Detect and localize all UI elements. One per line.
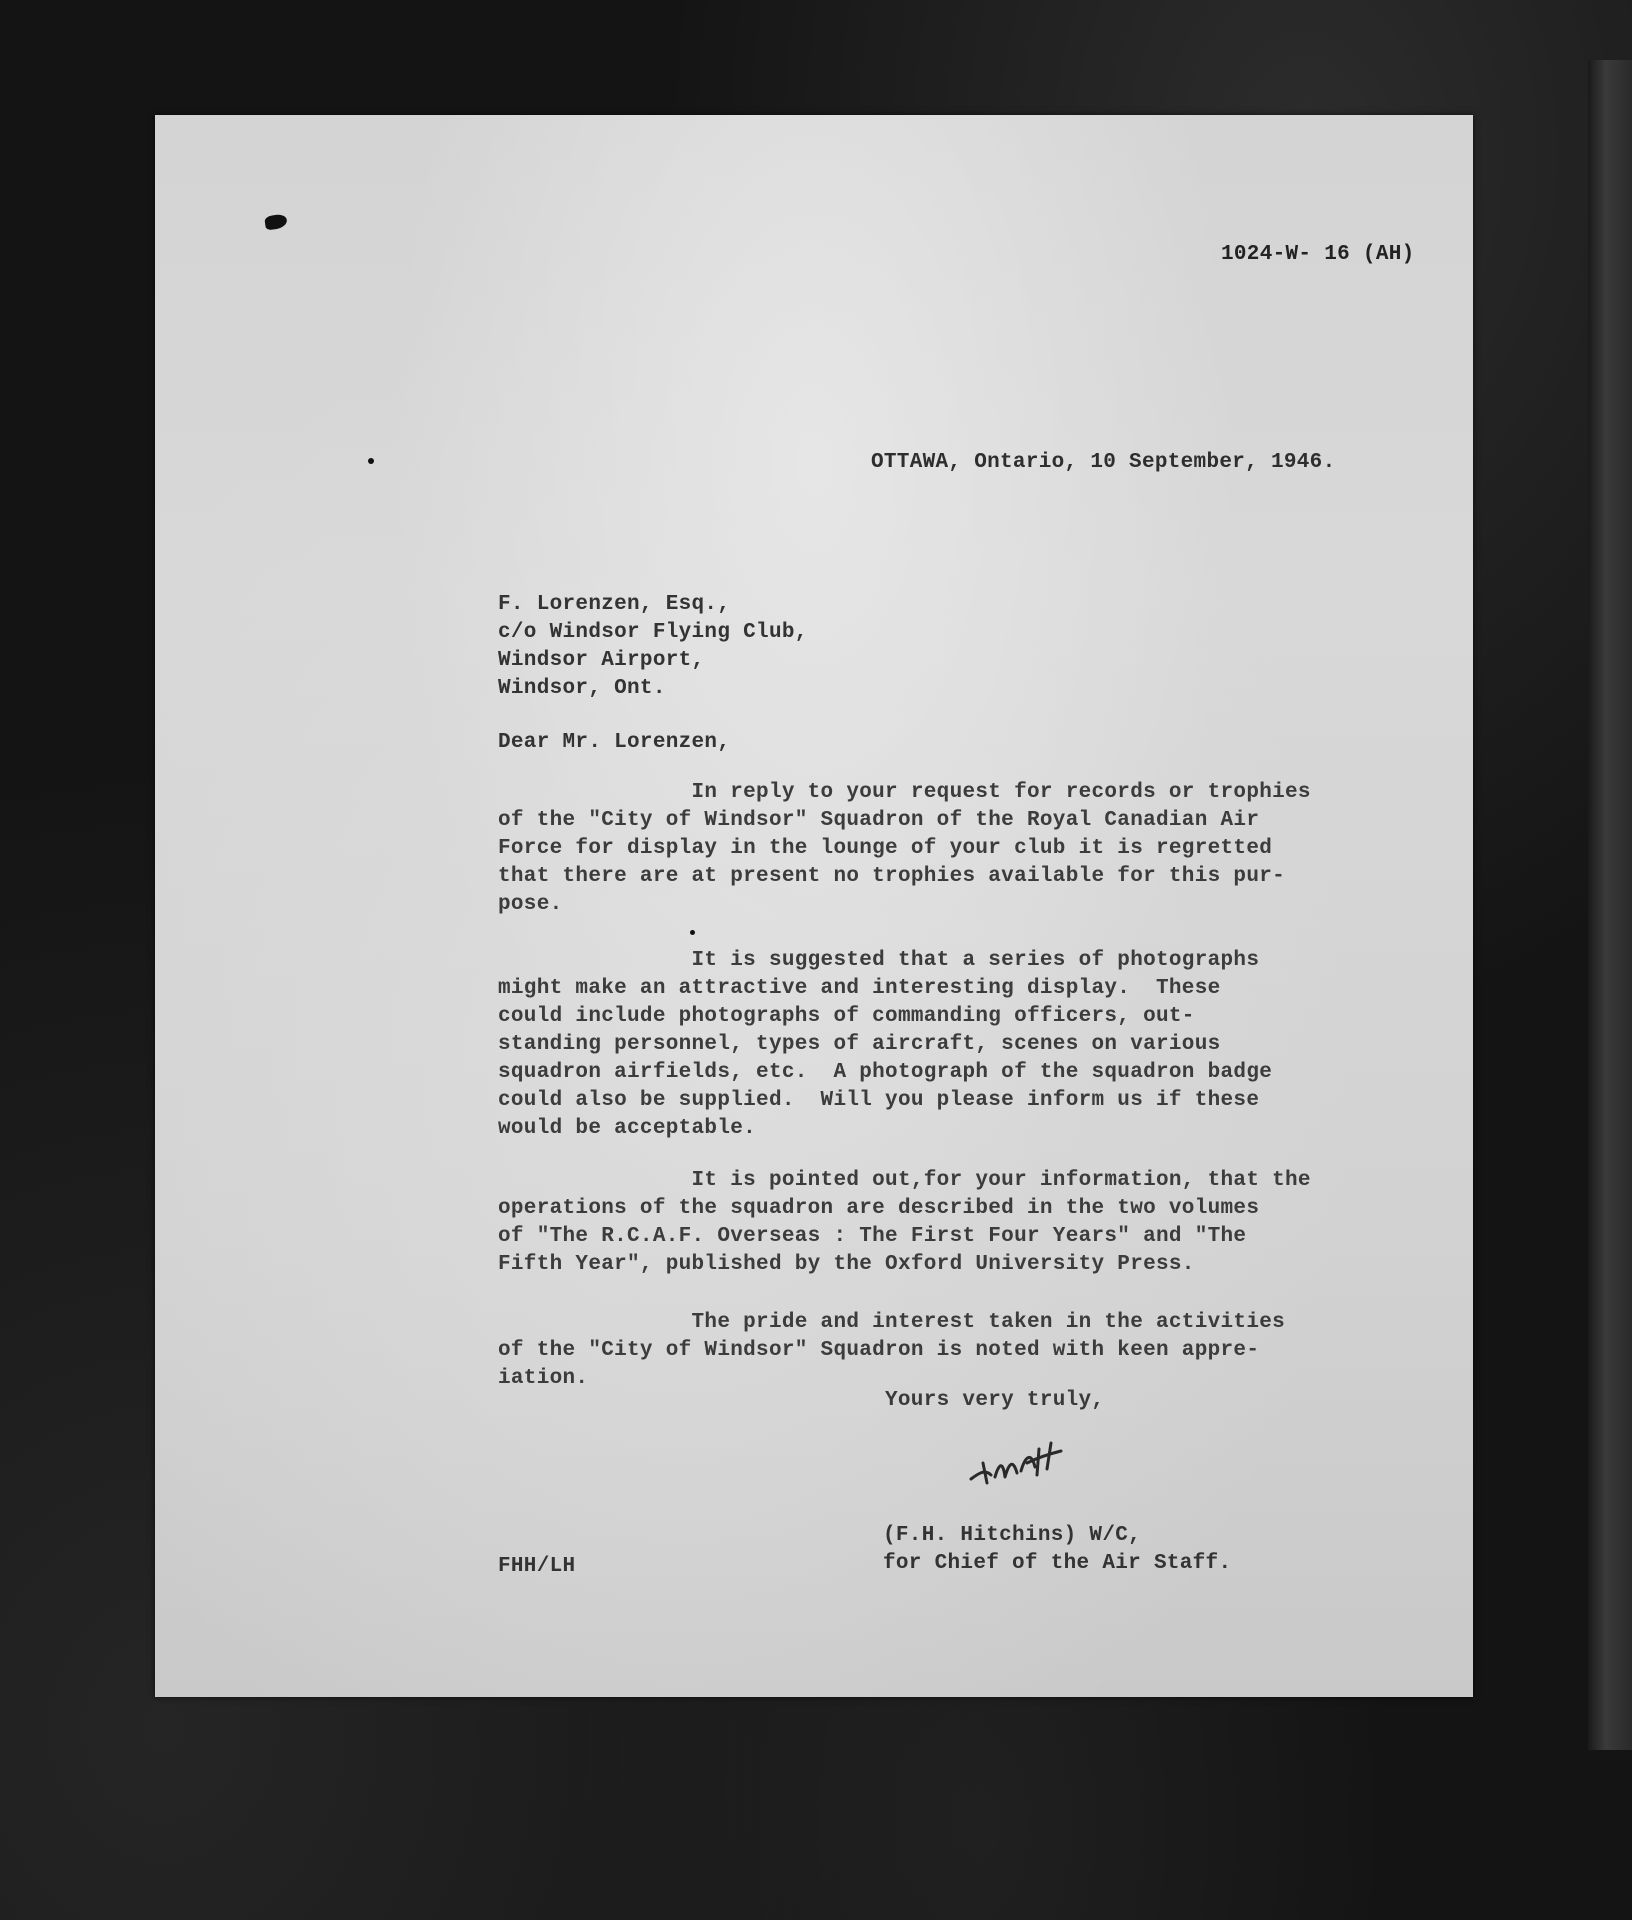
letter-page [155,115,1473,1697]
paragraph-line: operations of the squadron are described in the two volumes [498,1197,1260,1220]
paragraph-line: could also be supplied. Will you please inform us if these [498,1089,1260,1112]
ink-dot [368,458,374,464]
salutation: Dear Mr. Lorenzen, [498,731,731,754]
paragraph-line: In reply to your request for records or trophies [498,781,1311,804]
address-line: F. Lorenzen, Esq., [498,593,731,616]
paragraph-line: could include photographs of commanding officers, out- [498,1005,1195,1028]
paragraph-line: of "The R.C.A.F. Overseas : The First Four Years" and "The [498,1225,1247,1248]
paragraph-line: pose. [498,893,563,916]
paragraph-line: standing personnel, types of aircraft, scenes on various [498,1033,1221,1056]
handwritten-signature [965,1433,1095,1493]
paragraph-line: would be acceptable. [498,1117,757,1140]
paragraph-4 [498,1309,1285,1393]
paragraph-3 [498,1167,1311,1279]
recipient-address [498,591,808,703]
paragraph-line: Force for display in the lounge of your club it is regretted [498,837,1273,860]
address-line: Windsor Airport, [498,649,705,672]
paragraph-line: squadron airfields, etc. A photograph of the squadron badge [498,1061,1273,1084]
ink-blot [264,214,288,231]
typist-initials: FHH/LH [498,1555,576,1578]
paragraph-line: The pride and interest taken in the activities [498,1311,1286,1334]
paragraph-1 [498,779,1311,919]
file-reference: 1024-W- 16 (AH) [1221,243,1415,266]
paragraph-line: that there are at present no trophies available for this pur- [498,865,1286,888]
scan-film-edge [1588,60,1632,1750]
dateline: OTTAWA, Ontario, 10 September, 1946. [871,451,1336,474]
address-line: Windsor, Ont. [498,677,666,700]
ink-dot [690,930,695,935]
paragraph-line: Fifth Year", published by the Oxford University Press. [498,1253,1195,1276]
paragraph-line: It is pointed out,for your information, that the [498,1169,1311,1192]
paragraph-line: It is suggested that a series of photographs [498,949,1260,972]
address-line: c/o Windsor Flying Club, [498,621,808,644]
paragraph-2 [498,947,1272,1143]
closing: Yours very truly, [885,1389,1105,1412]
signatory-title: for Chief of the Air Staff. [883,1552,1232,1575]
signatory-name: (F.H. Hitchins) W/C, [883,1524,1142,1547]
paragraph-line: might make an attractive and interesting display. These [498,977,1221,1000]
paragraph-line: iation. [498,1367,589,1390]
paragraph-line: of the "City of Windsor" Squadron is noted with keen appre- [498,1339,1260,1362]
paragraph-line: of the "City of Windsor" Squadron of the Royal Canadian Air [498,809,1260,832]
signature-block [883,1522,1231,1578]
